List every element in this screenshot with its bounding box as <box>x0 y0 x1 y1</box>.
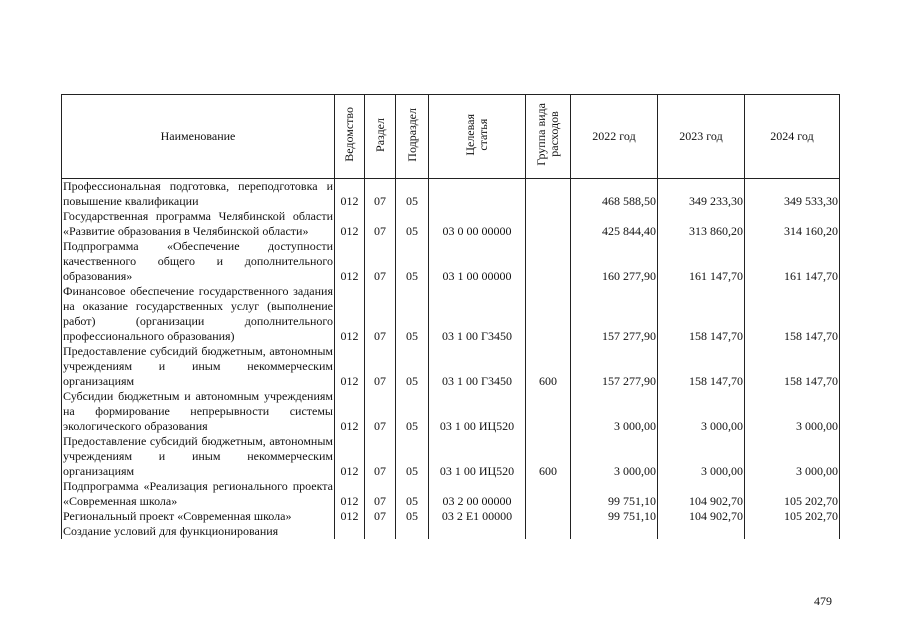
row-target: 03 1 00 ИЦ520 <box>429 434 526 479</box>
col-header-2023: 2023 год <box>658 95 745 179</box>
row-expense-group <box>526 239 571 284</box>
row-dept: 012 <box>335 434 365 479</box>
row-section: 07 <box>365 434 396 479</box>
row-name: Государственная программа Челябинской области «Развитие образования в Челябинской области» <box>63 209 333 238</box>
table-row <box>62 209 840 239</box>
row-section: 07 <box>365 179 396 210</box>
row-expense-group <box>526 479 571 509</box>
row-target: 03 0 00 00000 <box>429 209 526 239</box>
row-value-2022: 157 277,90 <box>571 284 658 344</box>
row-dept: 012 <box>335 239 365 284</box>
row-value-2024: 314 160,20 <box>745 209 840 239</box>
row-section: 07 <box>365 209 396 239</box>
col-header-section: Раздел <box>365 95 396 179</box>
table-row <box>62 479 840 509</box>
row-value-2023: 161 147,70 <box>658 239 745 284</box>
row-value-2024: 105 202,70 <box>745 479 840 509</box>
row-expense-group <box>526 209 571 239</box>
row-subsection: 05 <box>396 239 429 284</box>
col-header-name: Наименование <box>62 95 335 179</box>
row-value-2024: 3 000,00 <box>745 434 840 479</box>
row-value-2023: 104 902,70 <box>658 509 745 524</box>
table-row <box>62 524 840 539</box>
row-value-2023: 104 902,70 <box>658 479 745 509</box>
row-section: 07 <box>365 239 396 284</box>
row-subsection <box>396 524 429 539</box>
table-row <box>62 509 840 524</box>
row-value-2023 <box>658 524 745 539</box>
row-section: 07 <box>365 344 396 389</box>
row-value-2024: 158 147,70 <box>745 284 840 344</box>
table-header-row <box>62 95 840 179</box>
row-expense-group <box>526 524 571 539</box>
row-section: 07 <box>365 509 396 524</box>
col-header-target: Целевая статья <box>429 95 526 179</box>
row-target: 03 1 00 00000 <box>429 239 526 284</box>
row-section: 07 <box>365 479 396 509</box>
row-value-2022: 3 000,00 <box>571 434 658 479</box>
row-value-2022: 3 000,00 <box>571 389 658 434</box>
row-value-2024: 3 000,00 <box>745 389 840 434</box>
row-value-2022: 468 588,50 <box>571 179 658 210</box>
row-name: Финансовое обеспечение государственного задания на оказание государственных услуг (выполнение работ) (организации дополнительного профессионального образования) <box>63 284 333 343</box>
row-dept: 012 <box>335 344 365 389</box>
row-name: Субсидии бюджетным и автономным учреждениям на формирование непрерывности системы экологического образования <box>63 389 333 433</box>
row-value-2022 <box>571 524 658 539</box>
row-value-2024: 349 533,30 <box>745 179 840 210</box>
row-target <box>429 524 526 539</box>
table-row <box>62 239 840 284</box>
row-value-2022: 425 844,40 <box>571 209 658 239</box>
row-name: Профессиональная подготовка, переподготовка и повышение квалификации <box>63 179 333 208</box>
row-section <box>365 524 396 539</box>
row-subsection: 05 <box>396 284 429 344</box>
row-name: Создание условий для функционирования <box>62 524 335 539</box>
row-name: Региональный проект «Современная школа» <box>62 509 335 524</box>
row-dept: 012 <box>335 284 365 344</box>
row-value-2023: 3 000,00 <box>658 389 745 434</box>
row-value-2023: 158 147,70 <box>658 284 745 344</box>
table-row <box>62 179 840 210</box>
row-subsection: 05 <box>396 344 429 389</box>
row-expense-group: 600 <box>526 434 571 479</box>
col-header-dept: Ведомство <box>335 95 365 179</box>
row-subsection: 05 <box>396 479 429 509</box>
row-value-2024: 158 147,70 <box>745 344 840 389</box>
row-subsection: 05 <box>396 509 429 524</box>
budget-table <box>61 94 840 539</box>
col-header-expense-group: Группа вида расходов <box>526 95 571 179</box>
row-dept <box>335 524 365 539</box>
table-row <box>62 389 840 434</box>
row-value-2023: 349 233,30 <box>658 179 745 210</box>
row-dept: 012 <box>335 389 365 434</box>
row-expense-group: 600 <box>526 344 571 389</box>
row-value-2024: 161 147,70 <box>745 239 840 284</box>
table-row <box>62 284 840 344</box>
row-value-2022: 160 277,90 <box>571 239 658 284</box>
col-header-2022: 2022 год <box>571 95 658 179</box>
row-subsection: 05 <box>396 209 429 239</box>
row-dept: 012 <box>335 209 365 239</box>
row-value-2022: 99 751,10 <box>571 509 658 524</box>
row-section: 07 <box>365 284 396 344</box>
row-expense-group <box>526 179 571 210</box>
row-value-2022: 99 751,10 <box>571 479 658 509</box>
table-row <box>62 344 840 389</box>
col-header-2024: 2024 год <box>745 95 840 179</box>
row-value-2023: 3 000,00 <box>658 434 745 479</box>
row-name: Предоставление субсидий бюджетным, автономным учреждениям и иным некоммерческим организациям <box>63 344 333 388</box>
row-subsection: 05 <box>396 389 429 434</box>
row-dept: 012 <box>335 179 365 210</box>
row-expense-group <box>526 389 571 434</box>
row-expense-group <box>526 509 571 524</box>
row-target <box>429 179 526 210</box>
row-value-2024: 105 202,70 <box>745 509 840 524</box>
row-value-2023: 313 860,20 <box>658 209 745 239</box>
row-value-2024 <box>745 524 840 539</box>
row-name: Подпрограмма «Обеспечение доступности качественного общего и дополнительного образования» <box>63 239 333 283</box>
row-target: 03 2 00 00000 <box>429 479 526 509</box>
table-row <box>62 434 840 479</box>
row-expense-group <box>526 284 571 344</box>
row-name: Предоставление субсидий бюджетным, автономным учреждениям и иным некоммерческим организациям <box>63 434 333 478</box>
col-header-subsection: Подраздел <box>396 95 429 179</box>
row-target: 03 2 Е1 00000 <box>429 509 526 524</box>
row-section: 07 <box>365 389 396 434</box>
row-dept: 012 <box>335 509 365 524</box>
page-number: 479 <box>814 594 832 608</box>
row-subsection: 05 <box>396 179 429 210</box>
row-value-2022: 157 277,90 <box>571 344 658 389</box>
row-target: 03 1 00 ИЦ520 <box>429 389 526 434</box>
row-subsection: 05 <box>396 434 429 479</box>
row-target: 03 1 00 Г3450 <box>429 284 526 344</box>
row-target: 03 1 00 Г3450 <box>429 344 526 389</box>
row-name: Подпрограмма «Реализация регионального проекта «Современная школа» <box>63 479 333 508</box>
row-dept: 012 <box>335 479 365 509</box>
row-value-2023: 158 147,70 <box>658 344 745 389</box>
